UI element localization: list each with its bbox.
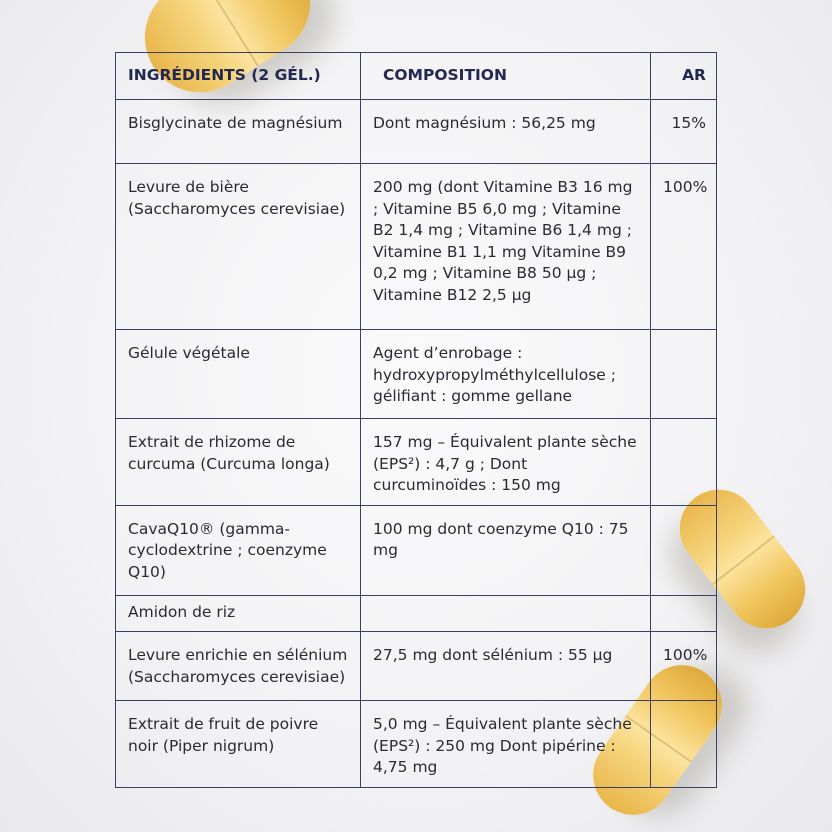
table-row (116, 100, 717, 164)
ingredient-cell: Bisglycinate de magnésium (116, 100, 361, 164)
table-row (116, 632, 717, 701)
composition-cell: 5,0 mg – Équivalent plante sèche (EPS²) : 250 mg Dont pipérine : 4,75 mg (361, 701, 651, 788)
ar-cell: 15% (651, 100, 717, 164)
table-header-row (116, 53, 717, 100)
composition-cell: 27,5 mg dont sélénium : 55 µg (361, 632, 651, 701)
table-row (116, 505, 717, 595)
ar-cell (651, 701, 717, 788)
composition-cell: Dont magnésium : 56,25 mg (361, 100, 651, 164)
table-row (116, 701, 717, 788)
ingredient-cell: Levure de bière (Saccharomyces cerevisiae) (116, 164, 361, 330)
ingredient-cell: CavaQ10® (gamma-cyclodextrine ; coenzyme Q10) (116, 505, 361, 595)
table-row (116, 419, 717, 506)
ingredients-table-container (115, 52, 716, 788)
ingredients-table (115, 52, 717, 788)
table-row (116, 595, 717, 632)
composition-cell (361, 595, 651, 632)
header-ingredients: INGRÉDIENTS (2 GÉL.) (116, 53, 361, 100)
table-row (116, 330, 717, 419)
ingredient-cell: Extrait de fruit de poivre noir (Piper nigrum) (116, 701, 361, 788)
ingredient-cell: Gélule végétale (116, 330, 361, 419)
ar-cell (651, 330, 717, 419)
composition-cell: Agent d’enrobage : hydroxypropylméthylcellulose ; gélifiant : gomme gellane (361, 330, 651, 419)
composition-cell: 157 mg – Équivalent plante sèche (EPS²) : 4,7 g ; Dont curcuminoïdes : 150 mg (361, 419, 651, 506)
ar-cell (651, 505, 717, 595)
ingredient-cell: Levure enrichie en sélénium (Saccharomyces cerevisiae) (116, 632, 361, 701)
ar-cell (651, 419, 717, 506)
ingredient-cell: Extrait de rhizome de curcuma (Curcuma longa) (116, 419, 361, 506)
ar-cell (651, 595, 717, 632)
composition-cell: 200 mg (dont Vitamine B3 16 mg ; Vitamine B5 6,0 mg ; Vitamine B2 1,4 mg ; Vitamine B6 1,4 mg ; Vitamine B1 1,1 mg Vitamine B9 0,2 mg ; Vitamine B8 50 µg ; Vitamine B12 2,5 µg (361, 164, 651, 330)
table-row (116, 164, 717, 330)
ar-cell: 100% (651, 164, 717, 330)
header-ar: AR (651, 53, 717, 100)
ar-cell: 100% (651, 632, 717, 701)
ingredient-cell: Amidon de riz (116, 595, 361, 632)
header-composition: COMPOSITION (361, 53, 651, 100)
composition-cell: 100 mg dont coenzyme Q10 : 75 mg (361, 505, 651, 595)
